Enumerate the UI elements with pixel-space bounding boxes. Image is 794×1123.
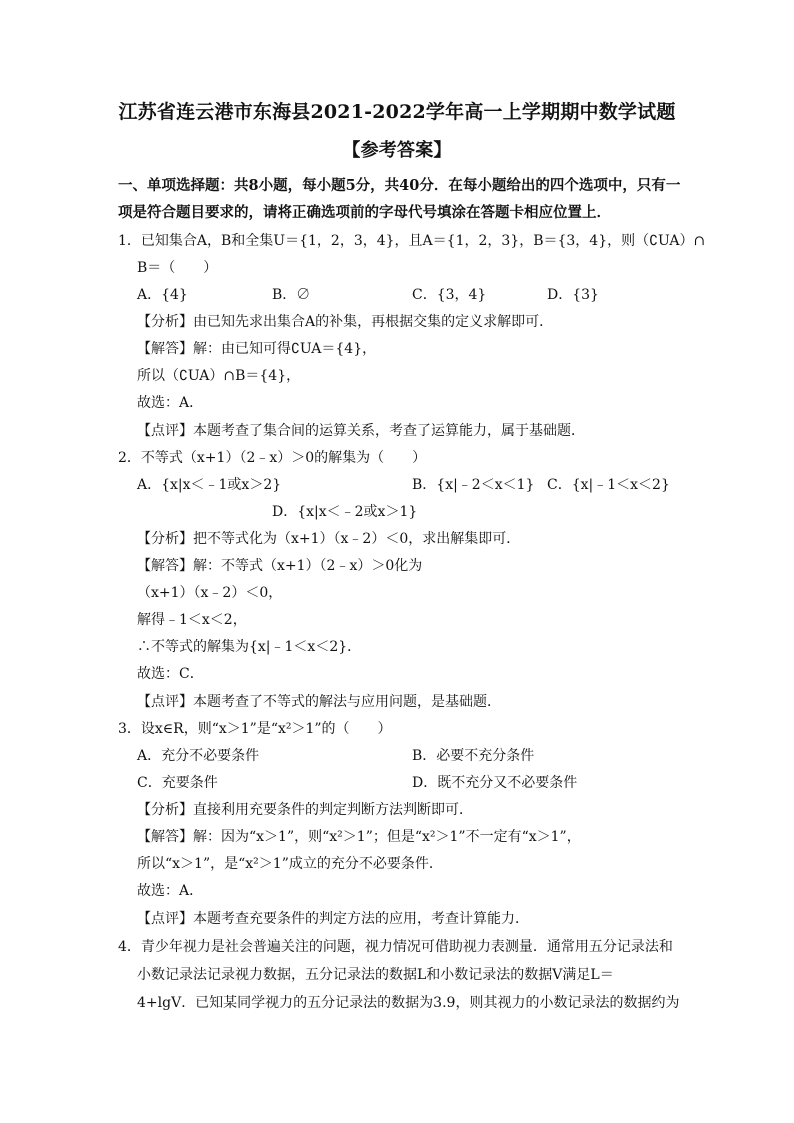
q3-option-d: D．既不充分又不必要条件	[412, 775, 578, 791]
q3-solution-line-1: 【解答】解：因为“x＞1”，则“x²＞1”；但是“x²＞1”不一定有“x＞1”，	[137, 829, 581, 845]
q2-solution-line-3: 解得﹣1＜x＜2，	[137, 612, 247, 628]
q1-option-b: B．∅	[272, 287, 311, 303]
q3-choice: 故选：A．	[137, 883, 204, 899]
q1-option-d: D．{3}	[547, 287, 599, 303]
q3-option-a: A．充分不必要条件	[137, 748, 260, 764]
q2-stem: 2．不等式（x+1）（2﹣x）＞0的解集为（ ）	[118, 450, 427, 466]
q1-comment: 【点评】本题考查了集合间的运算关系，考查了运算能力，属于基础题．	[137, 423, 585, 439]
q1-solution-line-1: 【解答】解：由已知可得∁UA＝{4}，	[137, 341, 377, 357]
section-instructions-line-2: 项是符合题目要求的，请将正确选项前的字母代号填涂在答题卡相应位置上．	[118, 204, 611, 221]
q2-option-d: D．{x|x＜﹣2或x＞1}	[272, 504, 418, 520]
q3-analysis: 【分析】直接利用充要条件的判定判断方法判断即可．	[137, 802, 473, 818]
answer-key-heading: 【参考答案】	[342, 140, 452, 161]
q3-option-c: C．充要条件	[137, 775, 218, 791]
q4-stem-line-1: 4．青少年视力是社会普遍关注的问题，视力情况可借助视力表测量．通常用五分记录法和	[118, 939, 673, 955]
q1-analysis: 【分析】由已知先求出集合A的补集，再根据交集的定义求解即可．	[137, 314, 554, 330]
q2-option-c: C．{x|﹣1＜x＜2}	[547, 477, 670, 493]
q4-stem-line-3: 4+lgV．已知某同学视力的五分记录法的数据为3.9，则其视力的小数记录法的数据约为	[137, 995, 680, 1011]
q3-solution-line-2: 所以“x＞1”，是“x²＞1”成立的充分不必要条件．	[137, 856, 443, 872]
q1-stem-line-1: 1．已知集合A，B和全集U＝{1，2，3，4}，且A＝{1，2，3}，B＝{3，4}，则（∁UA）∩	[118, 233, 706, 249]
q3-option-b: B．必要不充分条件	[412, 748, 535, 764]
q2-analysis: 【分析】把不等式化为（x+1）（x﹣2）＜0，求出解集即可．	[137, 531, 521, 547]
q2-choice: 故选：C．	[137, 666, 204, 682]
q1-option-a: A．{4}	[137, 287, 188, 303]
q1-stem-line-2: B＝（ ）	[137, 260, 218, 276]
section-instructions-line-1: 一、单项选择题：共8小题，每小题5分，共40分．在每小题给出的四个选项中，只有一	[118, 177, 681, 194]
q3-stem: 3．设x∈R，则“x＞1”是“x²＞1”的（ ）	[118, 721, 392, 737]
q1-option-c: C．{3，4}	[412, 287, 487, 303]
document-title: 江苏省连云港市东海县2021-2022学年高一上学期期中数学试题	[118, 101, 676, 123]
q2-comment: 【点评】本题考查了不等式的解法与应用问题，是基础题．	[137, 694, 501, 710]
q1-solution-line-2: 所以（∁UA）∩B＝{4}，	[137, 368, 301, 384]
q2-option-b: B．{x|﹣2＜x＜1}	[412, 477, 535, 493]
q2-solution-line-1: 【解答】解：不等式（x+1）（2﹣x）＞0化为	[137, 558, 423, 574]
q1-choice: 故选：A．	[137, 395, 204, 411]
q2-solution-line-4: ∴不等式的解集为{x|﹣1＜x＜2}．	[137, 639, 362, 655]
q3-comment: 【点评】本题考查充要条件的判定方法的应用，考查计算能力．	[137, 911, 529, 927]
q2-solution-line-2: （x+1）（x﹣2）＜0，	[137, 585, 283, 601]
q2-option-a: A．{x|x＜﹣1或x＞2}	[137, 477, 282, 493]
q4-stem-line-2: 小数记录法记录视力数据，五分记录法的数据L和小数记录法的数据V满足L＝	[137, 967, 614, 983]
